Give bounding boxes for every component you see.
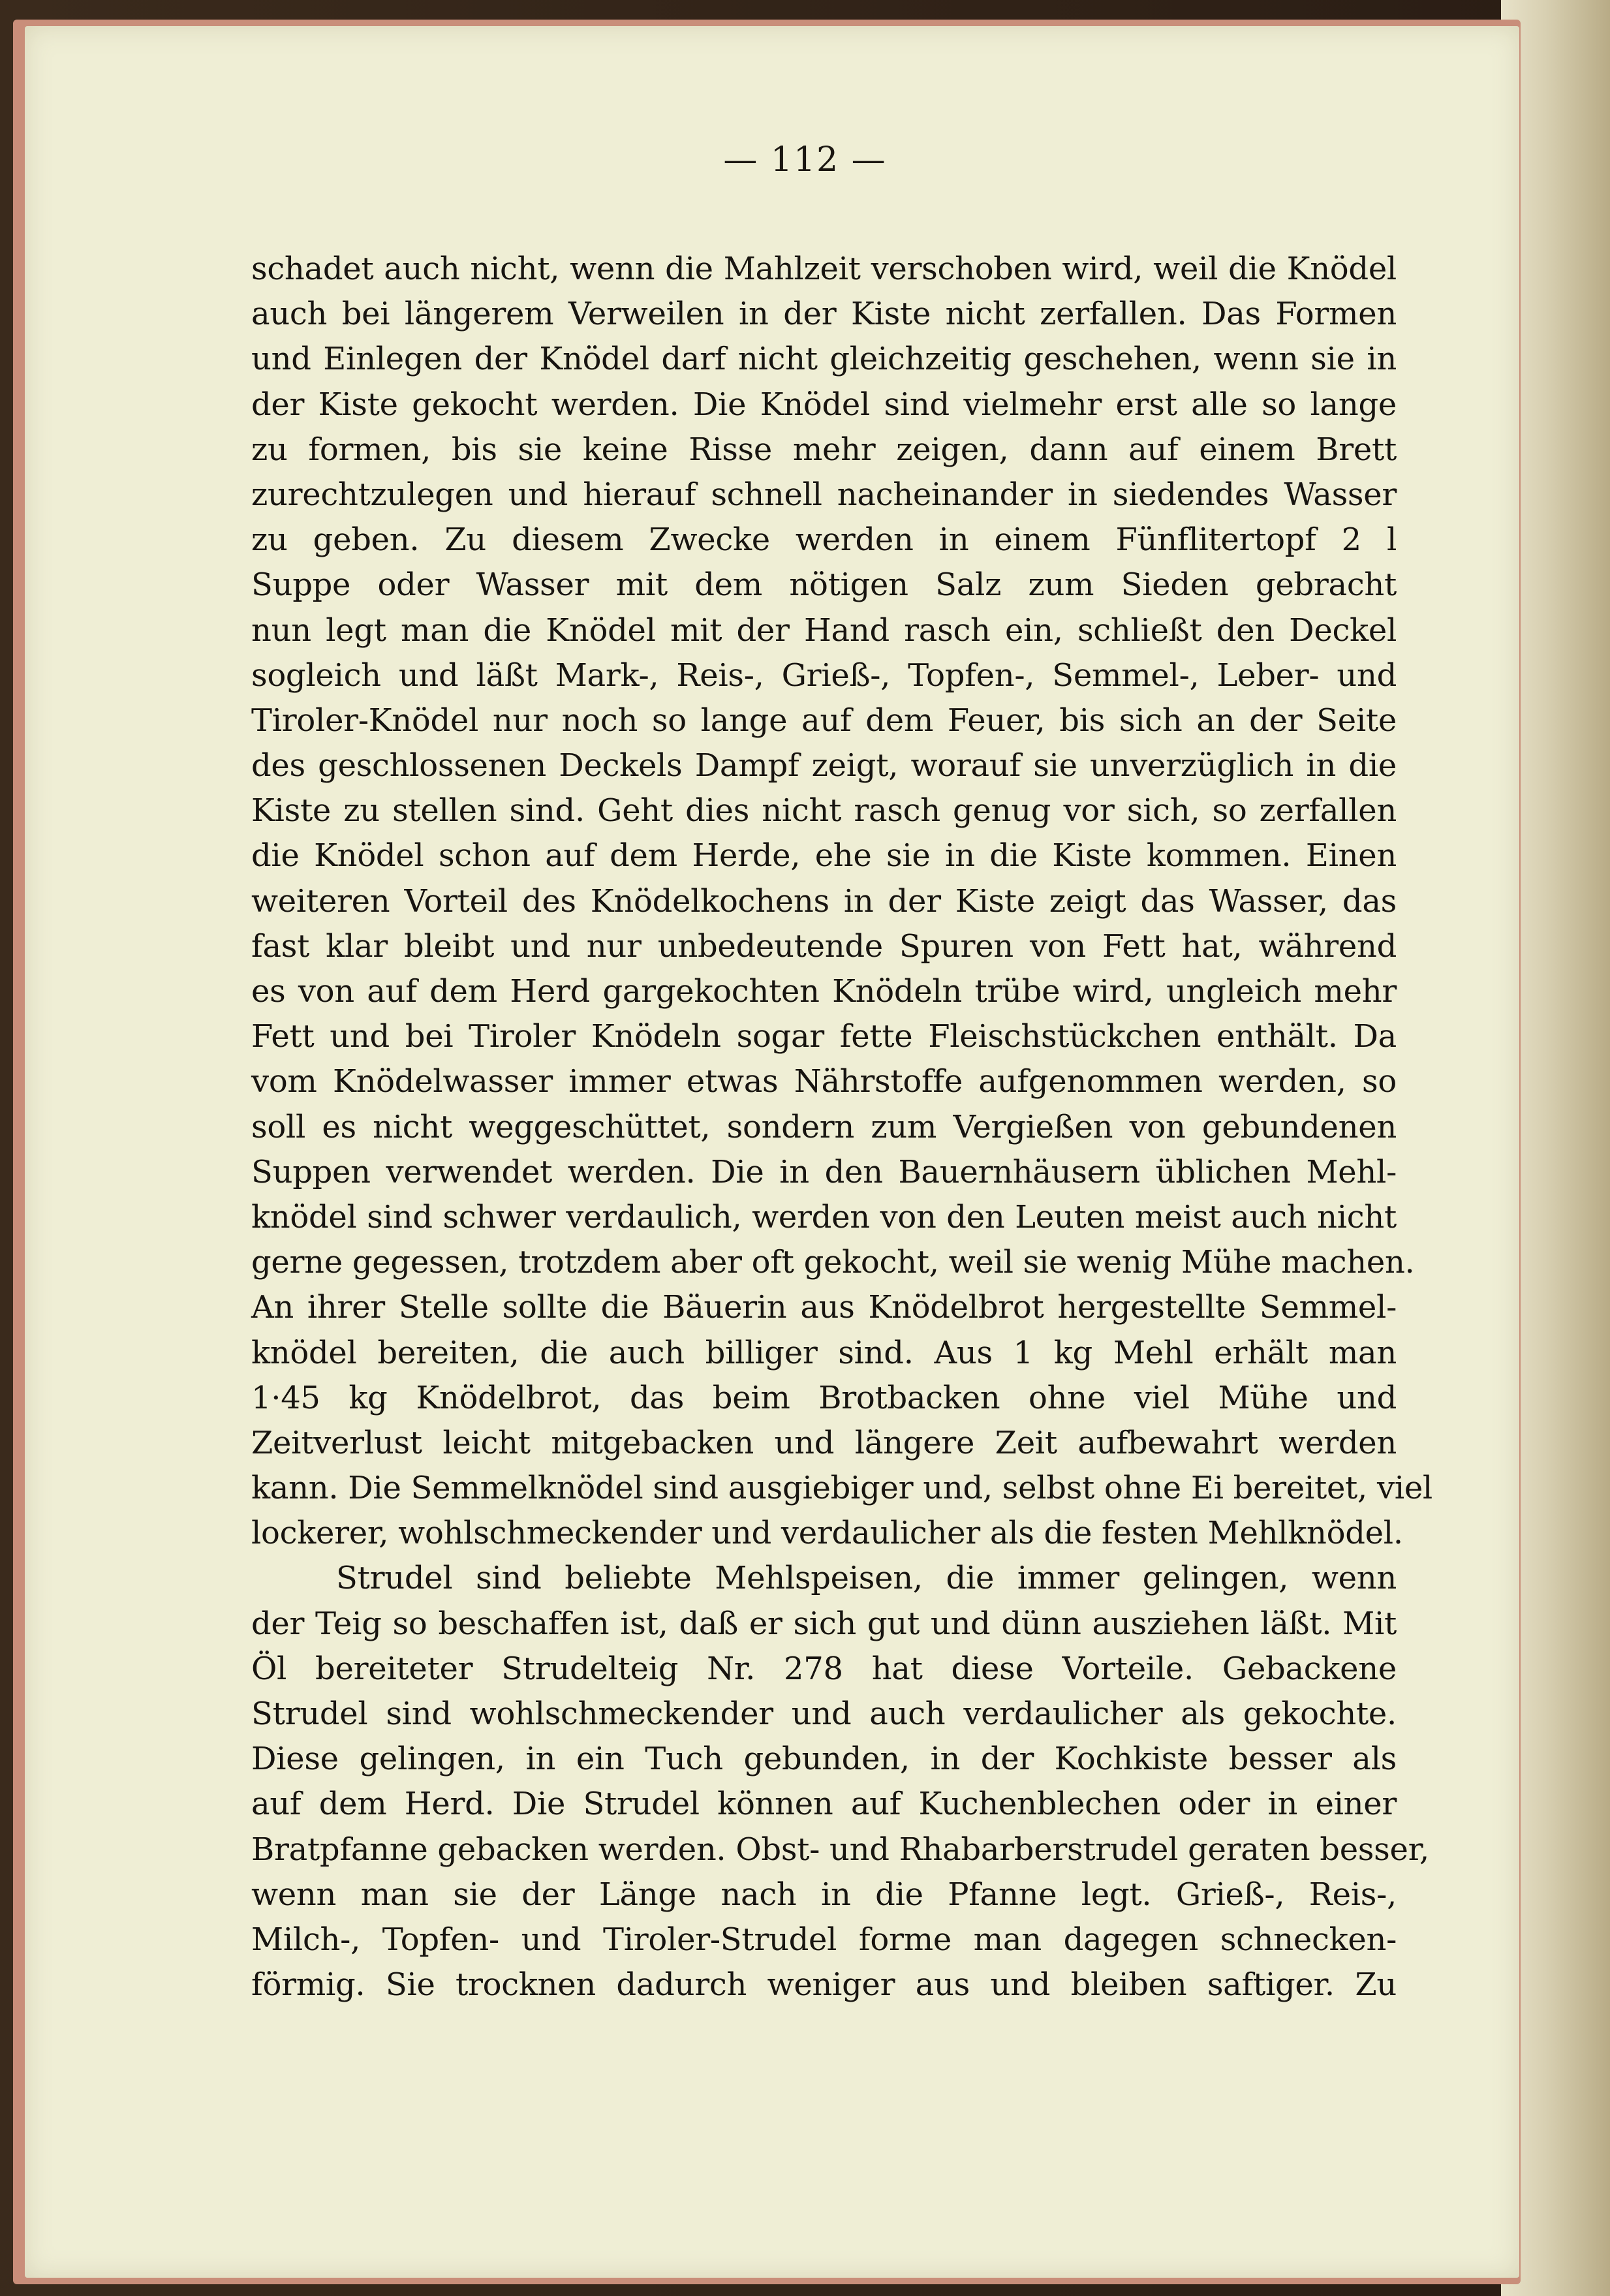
text-line: Diese gelingen, in ein Tuch gebunden, in der Kochkiste besser als — [251, 1741, 1397, 1778]
text-line: Zeitverlust leicht mitgebacken und längere Zeit aufbewahrt werden — [251, 1424, 1397, 1461]
text-line: schadet auch nicht, wenn die Mahlzeit verschoben wird, weil die Knödel — [251, 251, 1397, 287]
text-line: zurechtzulegen und hierauf schnell nacheinander in siedendes Wasser — [251, 476, 1397, 513]
text-line: fast klar bleibt und nur unbedeutende Spuren von Fett hat, während — [251, 927, 1397, 965]
text-line: An ihrer Stelle sollte die Bäuerin aus Knödelbrot hergestellte Semmel- — [251, 1289, 1397, 1326]
text-line: Fett und bei Tiroler Knödeln sogar fette Fleischstückchen enthält. Da — [251, 1018, 1397, 1055]
text-line: der Teig so beschaffen ist, daß er sich gut und dünn ausziehen läßt. Mit — [251, 1605, 1397, 1642]
text-line: Suppen verwendet werden. Die in den Bauernhäusern üblichen Mehl- — [251, 1153, 1397, 1190]
text-line: 1·45 kg Knödelbrot, das beim Brotbacken ohne viel Mühe und — [251, 1379, 1397, 1416]
text-line: knödel bereiten, die auch billiger sind. Aus 1 kg Mehl erhält man — [251, 1334, 1397, 1371]
text-line: Tiroler-Knödel nur noch so lange auf dem Feuer, bis sich an der Seite — [251, 702, 1397, 739]
text-line: zu geben. Zu diesem Zwecke werden in einem Fünflitertopf 2 l — [251, 521, 1397, 559]
text-line: kann. Die Semmelknödel sind ausgiebiger und, selbst ohne Ei bereitet, viel — [251, 1470, 1432, 1507]
text-line: zu formen, bis sie keine Risse mehr zeigen, dann auf einem Brett — [251, 431, 1397, 468]
text-line: und Einlegen der Knödel darf nicht gleichzeitig geschehen, wenn sie in — [251, 341, 1397, 378]
text-line: sogleich und läßt Mark-, Reis-, Grieß-, Topfen-, Semmel-, Leber- und — [251, 657, 1397, 694]
text-line: soll es nicht weggeschüttet, sondern zum Vergießen von gebundenen — [251, 1108, 1397, 1145]
text-line: weiteren Vorteil des Knödelkochens in der Kiste zeigt das Wasser, das — [251, 882, 1397, 920]
text-line: Strudel sind wohlschmeckender und auch verdaulicher als gekochte. — [251, 1696, 1397, 1732]
page-number: — 112 — — [723, 140, 887, 179]
text-line: es von auf dem Herd gargekochten Knödeln trübe wird, ungleich mehr — [251, 973, 1397, 1010]
text-line: Strudel sind beliebte Mehlspeisen, die immer gelingen, wenn — [336, 1560, 1397, 1597]
text-line: Suppe oder Wasser mit dem nötigen Salz zum Sieden gebracht — [251, 566, 1397, 604]
text-line: Öl bereiteter Strudelteig Nr. 278 hat diese Vorteile. Gebackene — [251, 1650, 1397, 1687]
text-line: knödel sind schwer verdaulich, werden von den Leuten meist auch nicht — [251, 1198, 1397, 1235]
text-line: Kiste zu stellen sind. Geht dies nicht rasch genug vor sich, so zerfallen — [251, 792, 1397, 830]
text-line: vom Knödelwasser immer etwas Nährstoffe aufgenommen werden, so — [251, 1063, 1397, 1100]
text-line: nun legt man die Knödel mit der Hand rasch ein, schließt den Deckel — [251, 612, 1397, 649]
text-line: Milch-, Topfen- und Tiroler-Strudel forme man dagegen schnecken- — [251, 1921, 1397, 1958]
text-line: die Knödel schon auf dem Herde, ehe sie in die Kiste kommen. Einen — [251, 837, 1397, 875]
text-line: wenn man sie der Länge nach in die Pfanne legt. Grieß-, Reis-, — [251, 1876, 1397, 1913]
text-line: Bratpfanne gebacken werden. Obst- und Rhabarberstrudel geraten besser, — [251, 1831, 1429, 1868]
text-line: des geschlossenen Deckels Dampf zeigt, worauf sie unverzüglich in die — [251, 747, 1397, 784]
text-line: gerne gegessen, trotzdem aber oft gekocht, weil sie wenig Mühe machen. — [251, 1244, 1415, 1281]
text-line: auf dem Herd. Die Strudel können auf Kuchenblechen oder in einer — [251, 1786, 1397, 1823]
text-line: auch bei längerem Verweilen in der Kiste nicht zerfallen. Das Formen — [251, 296, 1397, 333]
text-line: förmig. Sie trocknen dadurch weniger aus und bleiben saftiger. Zu — [251, 1966, 1397, 2004]
body-text — [251, 247, 1432, 2008]
text-line: lockerer, wohlschmeckender und verdaulicher als die festen Mehlknödel. — [251, 1515, 1403, 1552]
text-line: der Kiste gekocht werden. Die Knödel sind vielmehr erst alle so lange — [251, 386, 1397, 423]
